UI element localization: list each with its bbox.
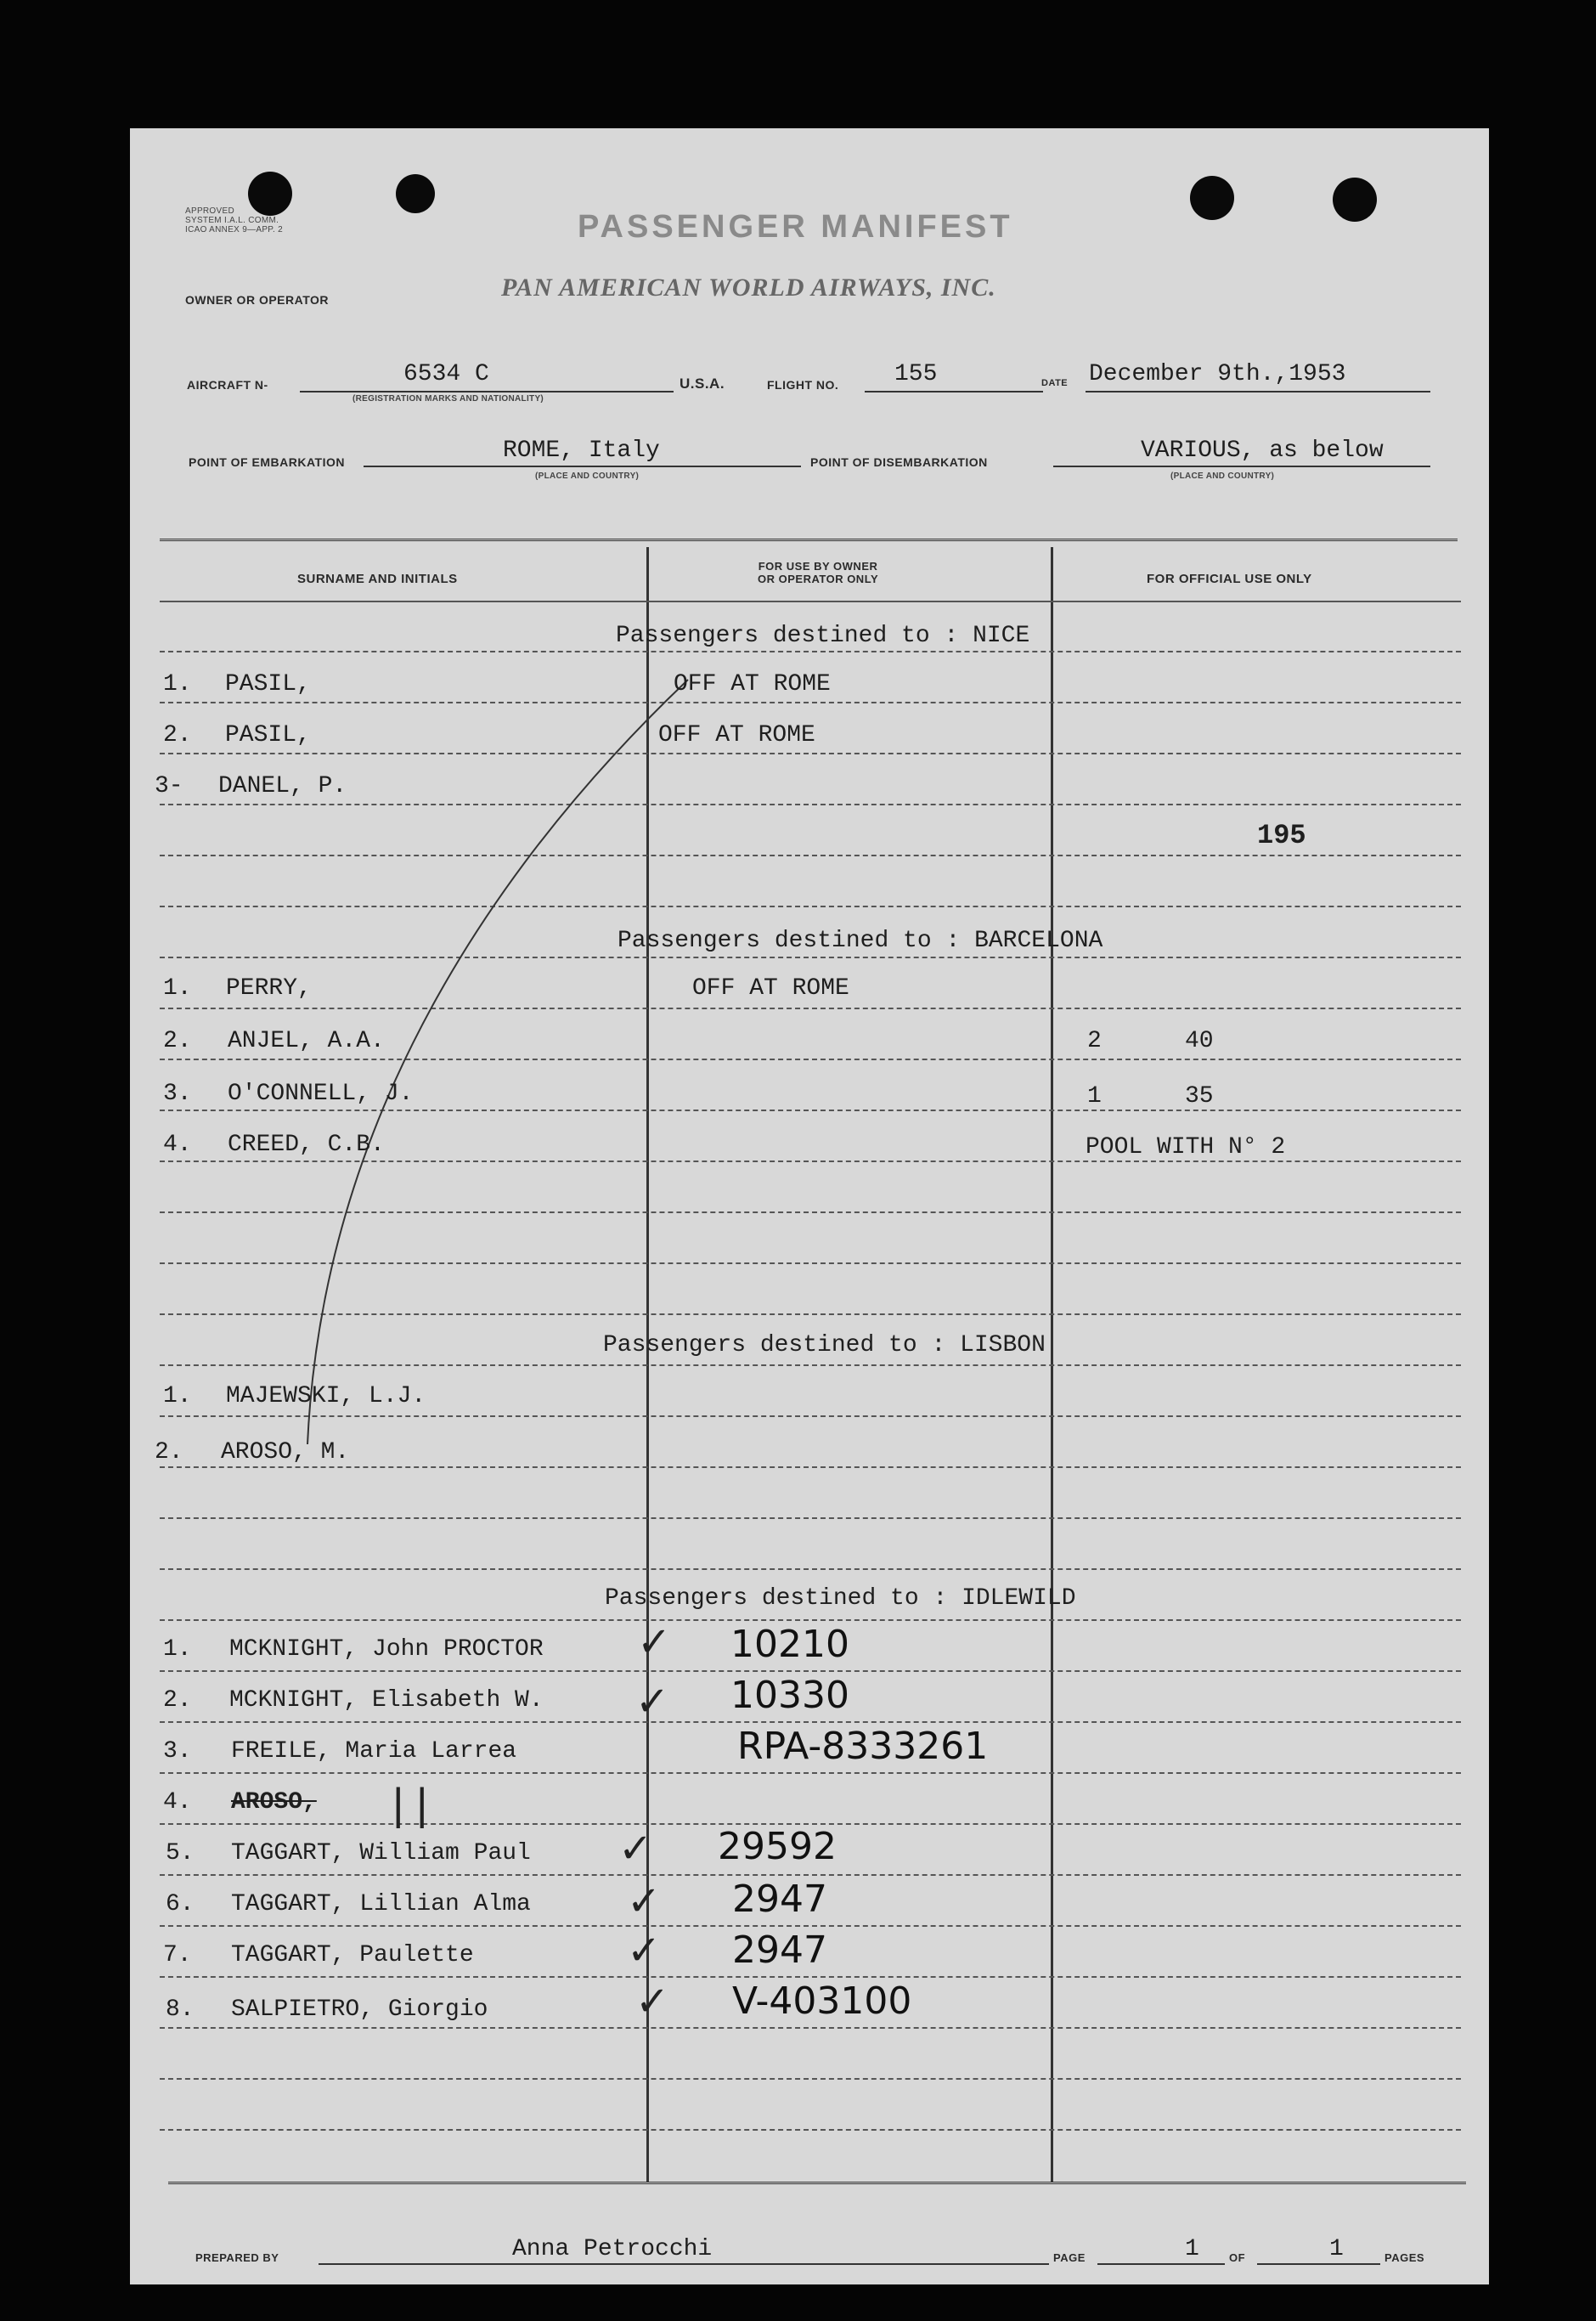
handwritten-number: RPA-8333261 xyxy=(737,1725,989,1768)
check-mark-icon: ✓ xyxy=(627,1879,662,1924)
row-number: 2. xyxy=(155,1439,183,1465)
handwritten-number: 2947 xyxy=(732,1929,827,1972)
prepared-label: PREPARED BY xyxy=(195,2251,279,2264)
row-number: 1. xyxy=(163,975,192,1002)
disembark-label: POINT OF DISEMBARKATION xyxy=(810,455,988,469)
operator-note: OFF AT ROME xyxy=(674,671,831,697)
embark-label: POINT OF EMBARKATION xyxy=(189,455,345,469)
col-surname-header: SURNAME AND INITIALS xyxy=(297,572,458,586)
handwritten-number: 2947 xyxy=(732,1878,827,1921)
passenger-name: DANEL, P. xyxy=(218,773,347,799)
passenger-name: MCKNIGHT, John PROCTOR xyxy=(229,1636,544,1663)
row-number: 1. xyxy=(163,1383,192,1409)
handwritten-marks: | | xyxy=(392,1780,428,1829)
row-number: 2. xyxy=(163,1687,192,1714)
aircraft-label: AIRCRAFT N- xyxy=(187,378,268,392)
row-number: 1. xyxy=(163,671,192,697)
passenger-name: PASIL, xyxy=(225,722,311,748)
of-label: OF xyxy=(1229,2251,1246,2264)
row-number: 6. xyxy=(166,1891,195,1917)
passenger-name: TAGGART, William Paul xyxy=(231,1840,531,1866)
passenger-name: MCKNIGHT, Elisabeth W. xyxy=(229,1687,544,1714)
flight-value: 155 xyxy=(894,361,938,387)
carrier-name: PAN AMERICAN WORLD AIRWAYS, INC. xyxy=(501,274,996,302)
row-number: 5. xyxy=(166,1840,195,1866)
of-value: 1 xyxy=(1329,2236,1344,2262)
row-number: 1. xyxy=(163,1636,192,1663)
page-value: 1 xyxy=(1185,2236,1199,2262)
passenger-name: TAGGART, Lillian Alma xyxy=(231,1891,531,1917)
passenger-name: PERRY, xyxy=(226,975,312,1002)
prepared-line xyxy=(319,2263,1049,2265)
row-number: 2. xyxy=(163,1028,192,1054)
check-mark-icon: ✓ xyxy=(618,1827,653,1872)
check-mark-icon: ✓ xyxy=(635,1979,670,2025)
handwritten-number: 10330 xyxy=(730,1674,849,1717)
passenger-name: AROSO, M. xyxy=(221,1439,350,1465)
check-mark-icon: ✓ xyxy=(627,1929,662,1974)
row-number: 3. xyxy=(163,1081,192,1107)
col-operator-header-line: OR OPERATOR ONLY xyxy=(758,573,879,585)
page-label: PAGE xyxy=(1053,2251,1086,2264)
row-number: 4. xyxy=(163,1789,192,1816)
aircraft-value: 6534 C xyxy=(403,361,489,387)
row-number: 3. xyxy=(163,1738,192,1765)
passenger-name: MAJEWSKI, L.J. xyxy=(226,1383,426,1409)
col-official-header: FOR OFFICIAL USE ONLY xyxy=(1147,572,1312,586)
form-title: PASSENGER MANIFEST xyxy=(578,209,1013,245)
handwritten-number: V-403100 xyxy=(732,1979,912,2023)
passenger-name: ANJEL, A.A. xyxy=(228,1028,385,1054)
section-heading-lisbon: Passengers destined to : LISBON xyxy=(603,1332,1046,1358)
handwritten-number: 29592 xyxy=(718,1825,837,1868)
row-number: 4. xyxy=(163,1132,192,1158)
official-value: 2 xyxy=(1087,1028,1102,1054)
passenger-name: SALPIETRO, Giorgio xyxy=(231,1996,488,2023)
official-value: 40 xyxy=(1185,1028,1214,1054)
check-mark-icon: ✓ xyxy=(635,1680,670,1725)
row-number: 3- xyxy=(155,773,183,799)
passenger-name: TAGGART, Paulette xyxy=(231,1942,474,1968)
disembark-value: VARIOUS, as below xyxy=(1141,438,1384,464)
official-value: 35 xyxy=(1185,1083,1214,1110)
section-heading-barcelona: Passengers destined to : BARCELONA xyxy=(618,928,1103,954)
handwritten-number: 10210 xyxy=(730,1623,849,1666)
embark-sublabel: (PLACE AND COUNTRY) xyxy=(535,472,640,481)
operator-note: OFF AT ROME xyxy=(692,975,849,1002)
disembark-sublabel: (PLACE AND COUNTRY) xyxy=(1170,472,1275,481)
embark-value: ROME, Italy xyxy=(503,438,660,464)
date-label: DATE xyxy=(1041,378,1069,388)
passenger-name: FREILE, Maria Larrea xyxy=(231,1738,517,1765)
section-heading-nice: Passengers destined to : NICE xyxy=(616,623,1030,649)
section-heading-idlewild: Passengers destined to : IDLEWILD xyxy=(605,1585,1076,1612)
prepared-value: Anna Petrocchi xyxy=(512,2236,713,2262)
approval-line: APPROVED xyxy=(185,206,234,216)
check-mark-icon: ✓ xyxy=(637,1620,672,1665)
passenger-name: CREED, C.B. xyxy=(228,1132,385,1158)
approval-line: SYSTEM I.A.L. COMM. xyxy=(185,216,279,225)
col-operator-header-line: FOR USE BY OWNER xyxy=(758,560,878,573)
row-number: 7. xyxy=(163,1942,192,1968)
date-value: December 9th.,1953 xyxy=(1089,361,1346,387)
passenger-name-struck: AROSO, xyxy=(231,1789,317,1816)
operator-note: OFF AT ROME xyxy=(658,722,815,748)
official-note: POOL WITH N° 2 xyxy=(1086,1134,1286,1160)
official-value: 1 xyxy=(1087,1083,1102,1110)
flight-label: FLIGHT NO. xyxy=(767,378,839,392)
of-line xyxy=(1257,2263,1380,2265)
official-note: 195 xyxy=(1257,820,1306,851)
passenger-name: O'CONNELL, J. xyxy=(228,1081,414,1107)
page-line xyxy=(1097,2263,1225,2265)
pages-label: PAGES xyxy=(1385,2251,1425,2264)
usa-label: U.S.A. xyxy=(680,376,725,392)
row-number: 8. xyxy=(166,1996,195,2023)
aircraft-sublabel: (REGISTRATION MARKS AND NATIONALITY) xyxy=(352,394,544,404)
row-number: 2. xyxy=(163,722,192,748)
approval-line: ICAO ANNEX 9—APP. 2 xyxy=(185,225,284,234)
owner-label: OWNER OR OPERATOR xyxy=(185,293,329,307)
passenger-name: PASIL, xyxy=(225,671,311,697)
